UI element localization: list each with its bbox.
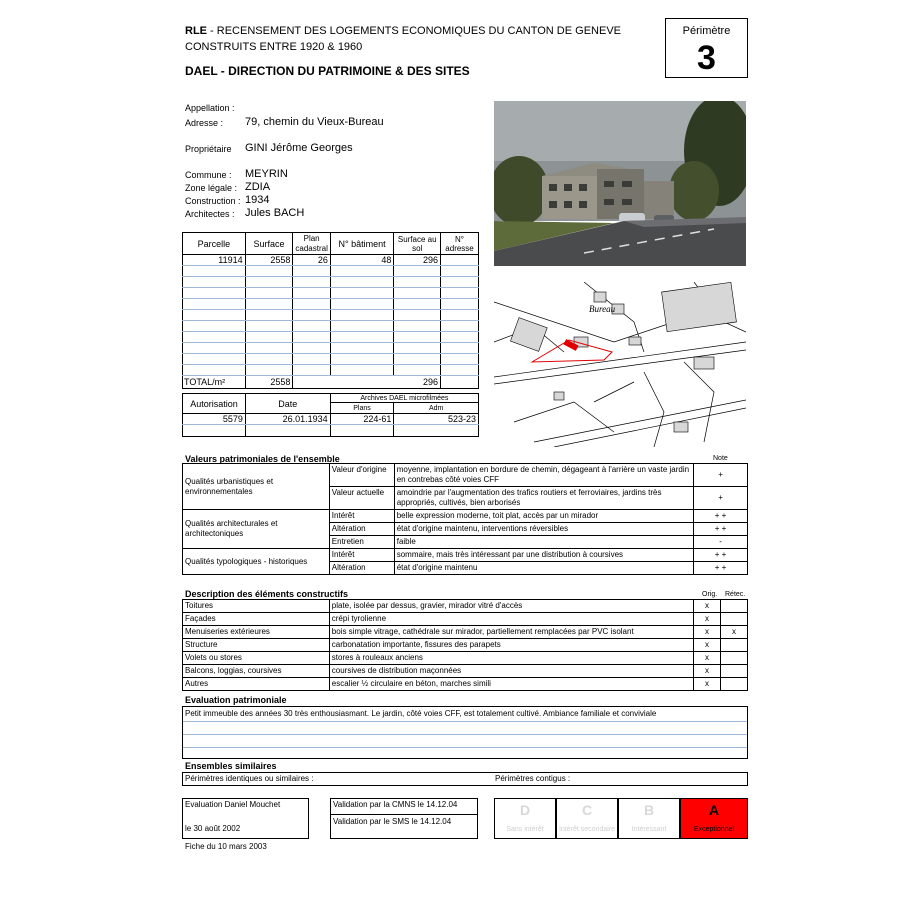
header-line-1: RLE - RECENSEMENT DES LOGEMENTS ECONOMIQUES DU CANTON DE GENEVE [185, 25, 621, 37]
description-text: crépi tyrolienne [329, 613, 693, 626]
table-row: 5579 26.01.1934 224-61 523-23 [183, 414, 479, 425]
zone-label: Zone légale : [185, 183, 238, 193]
valeur-text: belle expression moderne, toit plat, accès par un mirador [394, 510, 693, 523]
commune-value: MEYRIN [245, 168, 288, 180]
valeur-group-name: Qualités architecturales et architectoniques [183, 510, 330, 549]
col-header-surface-sol: Surface au sol [394, 233, 441, 255]
description-text: escalier ½ circulaire en béton, marches simili [329, 678, 693, 691]
description-orig: x [694, 678, 721, 691]
rating-c: C Intérêt secondaire [556, 798, 618, 839]
description-row [183, 600, 748, 613]
header-title: DAEL - DIRECTION DU PATRIMOINE & DES SITES [185, 64, 470, 78]
valeurs-table [182, 463, 748, 575]
description-text: coursives de distribution maçonnées [329, 665, 693, 678]
description-element: Balcons, loggias, coursives [183, 665, 330, 678]
fiche-date: Fiche du 10 mars 2003 [185, 842, 267, 851]
description-retec: x [721, 626, 748, 639]
zone-value: ZDIA [245, 181, 271, 193]
authorization-table [182, 393, 479, 437]
valeur-row [183, 510, 748, 523]
proprietaire-label: Propriétaire [185, 144, 232, 154]
note-label: Note [713, 455, 728, 462]
valeur-text: état d'origine maintenu, interventions réversibles [394, 523, 693, 536]
similaires-title: Ensembles similaires [185, 761, 277, 771]
description-element: Façades [183, 613, 330, 626]
adresse-value: 79, chemin du Vieux-Bureau [245, 116, 384, 128]
appellation-label: Appellation : [185, 103, 235, 113]
valeur-key: Altération [329, 523, 394, 536]
commune-label: Commune : [185, 170, 232, 180]
description-orig: x [694, 613, 721, 626]
col-header-date: Date [245, 394, 330, 414]
evaluation-title: Evaluation patrimoniale [185, 695, 287, 705]
valeur-note: + + [694, 562, 748, 575]
description-retec [721, 652, 748, 665]
valeur-group-name: Qualités urbanistiques et environnementales [183, 464, 330, 510]
valeur-note: + + [694, 510, 748, 523]
construction-label: Construction : [185, 196, 241, 206]
architectes-value: Jules BACH [245, 207, 305, 219]
valeur-text: sommaire, mais très intéressant par une distribution à coursives [394, 549, 693, 562]
building-photo [494, 101, 746, 266]
valeur-group-name: Qualités typologiques - historiques [183, 549, 330, 575]
perimetre-box [665, 18, 748, 78]
valeur-note: + + [694, 523, 748, 536]
proprietaire-value: GINI Jérôme Georges [245, 142, 353, 154]
valeur-text: amoindrie par l'augmentation des trafics routiers et ferroviaires, jardins très appropriés, cultivés, bien arborisés [394, 487, 693, 510]
col-header-autorisation: Autorisation [183, 394, 246, 414]
table-row: 11914 2558 26 48 296 [183, 255, 479, 266]
architectes-label: Architectes : [185, 209, 235, 219]
evaluator-box [182, 798, 309, 839]
perimetre-label: Périmètre [682, 25, 731, 37]
description-retec [721, 600, 748, 613]
col-header-adresse: N° adresse [441, 233, 479, 255]
description-orig: x [694, 626, 721, 639]
description-element: Volets ou stores [183, 652, 330, 665]
valeur-key: Intérêt [329, 549, 394, 562]
col-header-surface: Surface [245, 233, 293, 255]
rating-d: D Sans intérêt [494, 798, 556, 839]
valeur-text: état d'origine maintenu [394, 562, 693, 575]
col-header-parcelle: Parcelle [183, 233, 246, 255]
contigus-label: Périmètres contigus : [495, 774, 571, 783]
description-orig: x [694, 665, 721, 678]
evaluation-date: le 30 août 2002 [185, 824, 241, 833]
retec-label: Rétec. [725, 591, 746, 598]
evaluator-name: Evaluation Daniel Mouchet [185, 800, 281, 809]
valeur-row [183, 464, 748, 487]
similaires-box [182, 772, 748, 786]
col-header-adm: Adm [394, 403, 479, 414]
description-element: Toitures [183, 600, 330, 613]
identiques-label: Périmètres identiques ou similaires : [185, 774, 314, 783]
valeur-note: + [694, 464, 748, 487]
validation-cmns: Validation par la CMNS le 14.12.04 [333, 800, 458, 809]
validation-sms: Validation par le SMS le 14.12.04 [333, 817, 452, 826]
rating-b: B Intéressant [618, 798, 680, 839]
valeur-row [183, 549, 748, 562]
validation-box [330, 798, 478, 839]
cadastral-map [494, 282, 746, 447]
valeur-note: + [694, 487, 748, 510]
description-row [183, 613, 748, 626]
description-row [183, 665, 748, 678]
description-row [183, 652, 748, 665]
total-sol: 296 [293, 376, 441, 389]
description-row [183, 678, 748, 691]
description-element: Structure [183, 639, 330, 652]
valeur-key: Intérêt [329, 510, 394, 523]
col-header-batiment: N° bâtiment [330, 233, 394, 255]
total-label: TOTAL/m² [183, 376, 246, 389]
valeur-key: Valeur actuelle [329, 487, 394, 510]
description-orig: x [694, 652, 721, 665]
description-retec [721, 613, 748, 626]
description-text: stores à rouleaux anciens [329, 652, 693, 665]
description-row [183, 639, 748, 652]
description-text: bois simple vitrage, cathédrale sur mirador, partiellement remplacées par PVC isolant [329, 626, 693, 639]
archives-label: Archives DAEL microfilmées [330, 394, 478, 403]
valeur-note: - [694, 536, 748, 549]
description-orig: x [694, 600, 721, 613]
header-line-2: CONSTRUITS ENTRE 1920 & 1960 [185, 41, 363, 53]
valeur-text: moyenne, implantation en bordure de chemin, dégageant à l'arrière un vaste jardin en contrebas côté voies CFF [394, 464, 693, 487]
perimetre-number: 3 [697, 39, 716, 77]
col-header-plan: Plan cadastral [293, 233, 330, 255]
evaluation-box [182, 706, 748, 759]
valeur-key: Valeur d'origine [329, 464, 394, 487]
orig-label: Orig. [702, 591, 718, 598]
valeur-text: faible [394, 536, 693, 549]
description-title: Description des éléments constructifs [185, 589, 349, 599]
construction-value: 1934 [245, 194, 270, 206]
col-header-plans: Plans [330, 403, 394, 414]
parcel-table [182, 232, 479, 389]
description-row [183, 626, 748, 639]
map-street-label: Bureau [589, 304, 616, 314]
rating-a: A Exceptionnel [680, 798, 748, 839]
description-table [182, 599, 748, 691]
description-text: carbonatation importante, fissures des parapets [329, 639, 693, 652]
description-element: Autres [183, 678, 330, 691]
description-retec [721, 665, 748, 678]
evaluation-text: Petit immeuble des années 30 très enthousiasmant. Le jardin, côté voies CFF, est totalement cultivé. Ambiance familiale et conviviale [183, 707, 747, 722]
description-text: plate, isolée par dessus, gravier, mirador vitré d'accès [329, 600, 693, 613]
total-surface: 2558 [245, 376, 293, 389]
description-retec [721, 678, 748, 691]
valeur-note: + + [694, 549, 748, 562]
valeur-key: Altération [329, 562, 394, 575]
description-retec [721, 639, 748, 652]
adresse-label: Adresse : [185, 118, 224, 128]
valeurs-title: Valeurs patrimoniales de l'ensemble [185, 454, 340, 464]
description-orig: x [694, 639, 721, 652]
valeur-key: Entretien [329, 536, 394, 549]
description-element: Menuiseries extérieures [183, 626, 330, 639]
